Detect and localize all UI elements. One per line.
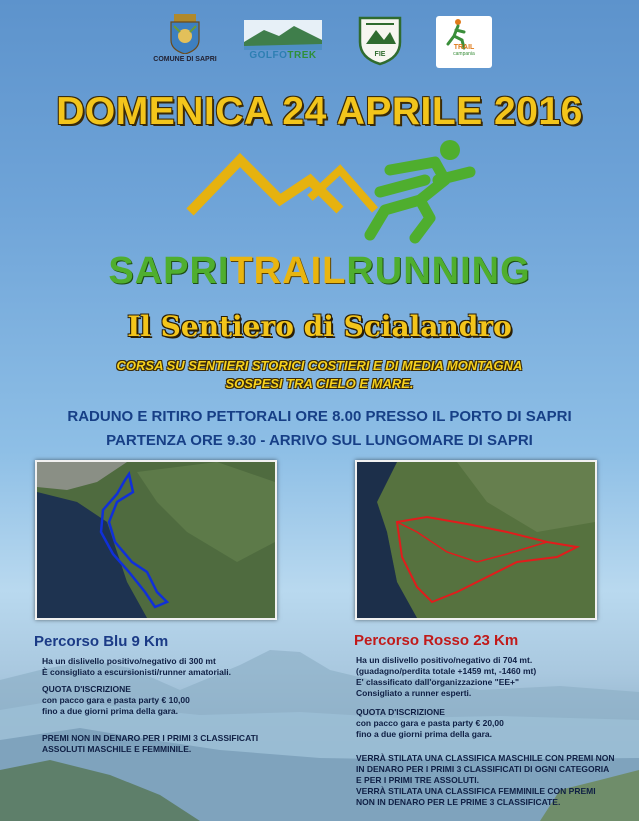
- blue-fee-line: fino a due giorni prima della gara.: [42, 706, 179, 716]
- golfotrek-logo: [243, 20, 323, 61]
- red-route-title: Percorso Rosso 23 Km: [354, 632, 519, 649]
- red-desc-line: Consigliato a runner esperti.: [356, 688, 472, 698]
- red-fee-line: con pacco gara e pasta party € 20,00: [356, 718, 504, 728]
- red-prize-line: E PER I PRIMI TRE ASSOLUTI.: [356, 775, 479, 785]
- golfotrek-emblem-icon: [244, 20, 322, 50]
- trail-sub-caption: campania: [453, 51, 475, 57]
- golfotrek-caption: GOLFOTREK: [249, 50, 317, 61]
- red-route-map-image: [357, 462, 595, 618]
- red-route-prizes: [356, 753, 614, 808]
- brand-part-trail: TRAIL: [229, 250, 347, 292]
- tagline-line-1: CORSA SU SENTIERI STORICI COSTIERI E DI MEDIA MONTAGNA: [116, 358, 523, 373]
- red-fee-line: QUOTA D'ISCRIZIONE: [356, 707, 445, 717]
- red-desc-line: Ha un dislivello positivo/negativo di 704 mt.: [356, 655, 533, 665]
- blue-route-title: Percorso Blu 9 Km: [34, 633, 169, 650]
- trail-campania-logo: [436, 16, 492, 68]
- fie-shield-icon: [356, 14, 404, 66]
- brand-part-sapri: SAPRI: [108, 250, 230, 292]
- blue-route-description: [42, 656, 231, 678]
- brand-part-running: RUNNING: [346, 250, 531, 292]
- blue-fee-line: con pacco gara e pasta party € 10,00: [42, 695, 190, 705]
- trail-caption: TRAIL: [453, 44, 475, 51]
- red-prize-line: NON IN DENARO PER LE PRIME 3 CLASSIFICATE.: [356, 797, 561, 807]
- red-route-fee: [356, 707, 504, 740]
- red-prize-line: VERRÀ STILATA UNA CLASSIFICA MASCHILE CON PREMI NON: [356, 753, 615, 763]
- blue-desc-line: È consigliato a escursionisti/runner amatoriali.: [42, 667, 231, 677]
- blue-fee-line: QUOTA D'ISCRIZIONE: [42, 684, 131, 694]
- info-line-1: RADUNO E RITIRO PETTORALI ORE 8.00 PRESSO IL PORTO DI SAPRI: [67, 408, 572, 425]
- fie-logo: [352, 14, 408, 66]
- runner-mountain-logo: [180, 140, 480, 250]
- red-prize-line: VERRÀ STILATA UNA CLASSIFICA FEMMINILE CON PREMI: [356, 786, 596, 796]
- blue-prize-line: PREMI NON IN DENARO PER I PRIMI 3 CLASSIFICATI: [42, 733, 259, 743]
- comune-di-sapri-logo: [150, 14, 220, 63]
- blue-route-map-image: [37, 462, 275, 618]
- blue-route-fee: [42, 684, 190, 717]
- coat-of-arms-icon: [168, 14, 202, 54]
- brand-title: [0, 250, 639, 293]
- blue-prize-line: ASSOLUTI MASCHILE E FEMMINILE.: [42, 744, 192, 754]
- blue-route-map: [35, 460, 277, 620]
- red-route-map: [355, 460, 597, 620]
- info-line-2: PARTENZA ORE 9.30 - ARRIVO SUL LUNGOMARE DI SAPRI: [106, 432, 533, 449]
- event-subtitle: Il Sentiero di Scialandro: [127, 310, 512, 343]
- red-fee-line: fino a due giorni prima della gara.: [356, 729, 493, 739]
- blue-route-prizes: [42, 733, 258, 755]
- blue-desc-line: Ha un dislivello positivo/negativo di 300 mt: [42, 656, 216, 666]
- red-desc-line: (guadagno/perdita totale +1459 mt, -1460 mt): [356, 666, 537, 676]
- fie-caption: FIE: [374, 51, 386, 58]
- sapri-caption: COMUNE DI SAPRI: [153, 56, 217, 63]
- red-desc-line: E' classificato dall'organizzazione "EE+": [356, 677, 520, 687]
- tagline-line-2: SOSPESI TRA CIELO E MARE.: [225, 376, 414, 391]
- red-route-description: [356, 655, 536, 699]
- red-prize-line: IN DENARO PER I PRIMI 3 CLASSIFICATI DI OGNI CATEGORIA: [356, 764, 610, 774]
- event-date-title: DOMENICA 24 APRILE 2016: [56, 90, 583, 133]
